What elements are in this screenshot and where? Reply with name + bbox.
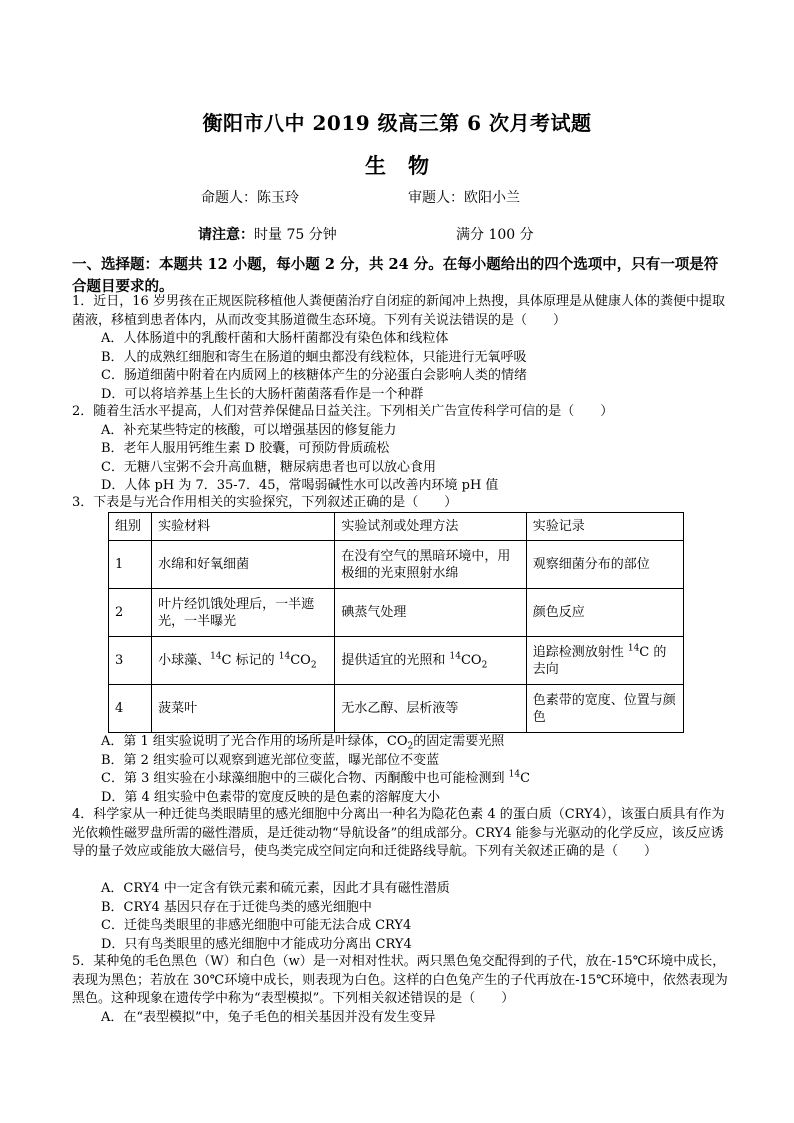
cell-text: 追踪检测放射性 [532, 644, 628, 660]
cell-text: 提供适宜的光照和 [341, 653, 450, 668]
section-heading: 一、选择题：本题共 12 小题，每小题 2 分，共 24 分。在每小题给出的四个选项中，只有一项是符合题目要求的。 [72, 256, 719, 295]
table-row [109, 541, 684, 589]
table-cell: 观察细菌分布的部位 [526, 541, 683, 589]
subscript-mark: 2 [310, 660, 317, 671]
question-1-option-d: D．可以将培养基上生长的大肠杆菌菌落看作是一个种群 [101, 386, 424, 402]
question-3-option-c [101, 770, 721, 789]
question-3-stem: 3．下表是与光合作用相关的实验探究，下列叙述正确的是（ ） [72, 495, 458, 510]
table-cell: 2 [109, 589, 152, 637]
option-text: C [520, 771, 531, 787]
question-1-stem: 1．近日，16 岁男孩在正规医院移植他人粪便菌治疗自闭症的新闻冲上热搜，具体原理是从健康人体的粪便中提取菌液，移植到患者体内，从而改变其肠道微生态环境。下列有关说法错误的是（ ） [72, 294, 725, 328]
table-row [109, 685, 684, 733]
question-2-option-c: C．无糖八宝粥不会升高血糖，糖尿病患者也可以放心食用 [101, 459, 436, 475]
table-cell: 叶片经饥饿处理后，一半遮光，一半曝光 [152, 589, 335, 637]
option-text: A．第 1 组实验说明了光合作用的场所是叶绿体，CO [101, 734, 408, 749]
table-cell: 菠菜叶 [152, 685, 335, 733]
question-4-option-c: C．迁徙鸟类眼里的非感光细胞中可能无法合成 CRY4 [101, 918, 412, 934]
table-header-cell: 实验材料 [152, 513, 335, 541]
subject-title: 生物 [365, 153, 451, 178]
table-header-cell: 实验试剂或处理方法 [335, 513, 526, 541]
cell-text: C 标记的 [221, 653, 279, 668]
isotope-mark: 14 [278, 651, 291, 662]
isotope-mark: 14 [508, 769, 521, 780]
table-row [109, 637, 684, 685]
table-cell: 水绵和好氧细菌 [152, 541, 335, 589]
question-1-option-c: C．肠道细菌中附着在内质网上的核糖体产生的分泌蛋白会影响人类的情绪 [101, 368, 527, 384]
question-4-stem: 4．科学家从一种迁徙鸟类眼睛里的感光细胞中分离出一种名为隐花色素 4 的蛋白质（CRY4），该蛋白质具有作为光依赖性磁罗盘所需的磁性潜质，是迁徙动物“导航设备”的组成部分。CRY4 能参与光驱动的化学反应，该反应诱导的量子效应或能放大磁信号，使鸟类完成空间定向和迁徙路线导航。下列有关叙述正确的是（ ） [72, 807, 725, 860]
subscript-mark: 2 [481, 660, 488, 671]
reviewer-line: 审题人：欧阳小兰 [408, 190, 520, 206]
cell-text: 小球藻、 [158, 653, 211, 668]
table-header-cell: 组别 [109, 513, 152, 541]
notice-label: 请注意： [198, 227, 254, 243]
question-2-option-b: B．老年人服用钙维生素 D 胶囊，可预防骨质疏松 [101, 441, 390, 457]
question-1-option-b: B．人的成熟红细胞和寄生在肠道的蛔虫都没有线粒体，只能进行无氧呼吸 [101, 349, 527, 365]
duration-text: 时量 75 分钟 [254, 227, 337, 243]
table-cell: 1 [109, 541, 152, 589]
question-3-option-b: B．第 2 组实验可以观察到遮光部位变蓝，曝光部位不变蓝 [101, 752, 440, 768]
cell-text: C 的去向 [532, 644, 667, 677]
table-cell: 色素带的宽度、位置与颜色 [526, 685, 683, 733]
table-row [109, 589, 684, 637]
isotope-mark: 14 [627, 643, 640, 654]
isotope-mark: 14 [210, 651, 222, 662]
question-2-option-a: A．补充某些特定的核酸，可以增强基因的修复能力 [101, 422, 397, 438]
question-4-option-d: D．只有鸟类眼里的感光细胞中才能成功分离出 CRY4 [101, 936, 412, 952]
exam-title: 衡阳市八中 2019 级高三第 6 次月考试题 [202, 111, 592, 135]
question-5-stem: 5．某种兔的毛色黑色（W）和白色（w）是一对相对性状。两只黑色兔交配得到的子代，放在-15℃环境中成长，表现为黑色；若放在 30℃环境中成长，则表现为白色。这样的白色兔产生的子代再放在-15℃环境中，依然表现为黑色。这种现象在遗传学中称为“表型模拟”。下列相关叙述错误的是（ ） [72, 954, 728, 1007]
question-3-option-d: D．第 4 组实验中色素带的宽度反映的是色素的溶解度大小 [101, 789, 440, 805]
subscript-mark: 2 [407, 741, 414, 752]
isotope-mark: 14 [449, 651, 461, 662]
question-1-option-a: A．人体肠道中的乳酸杆菌和大肠杆菌都没有染色体和线粒体 [101, 331, 449, 346]
table-cell: 4 [109, 685, 152, 733]
question-5-option-a: A．在“表型模拟”中，兔子毛色的相关基因并没有发生变异 [101, 1009, 436, 1025]
table-cell: 无水乙醇、层析液等 [335, 685, 526, 733]
cell-text: CO [290, 653, 311, 668]
table-cell: 3 [109, 637, 152, 685]
table-cell: 颜色反应 [526, 589, 683, 637]
table-cell [526, 637, 683, 685]
author-line: 命题人：陈玉玲 [201, 190, 299, 206]
notice-line [198, 224, 337, 244]
question-2-option-d: D．人体 pH 为 7．35-7．45，常喝弱碱性水可以改善内环境 pH 值 [101, 478, 499, 494]
cell-text: CO [460, 653, 482, 668]
question-2-stem: 2．随着生活水平提高，人们对营养保健品日益关注。下列相关广告宣传科学可信的是（ ） [72, 404, 614, 419]
table-header-row [109, 513, 684, 541]
table-cell: 在没有空气的黑暗环境中，用极细的光束照射水绵 [335, 541, 526, 589]
question-4-option-b: B．CRY4 基因只存在于迁徙鸟类的感光细胞中 [101, 899, 372, 915]
table-cell [335, 637, 526, 685]
question-4-option-a: A．CRY4 中一定含有铁元素和硫元素，因此才具有磁性潜质 [101, 881, 450, 896]
experiment-table [108, 512, 684, 733]
full-score-text: 满分 100 分 [456, 227, 534, 243]
question-3-option-a [101, 733, 721, 752]
option-text: 的固定需要光照 [413, 734, 505, 749]
table-cell [152, 637, 335, 685]
table-cell: 碘蒸气处理 [335, 589, 526, 637]
table-header-cell: 实验记录 [526, 513, 683, 541]
option-text: C．第 3 组实验在小球藻细胞中的三碳化合物、丙酮酸中也可能检测到 [101, 771, 509, 787]
